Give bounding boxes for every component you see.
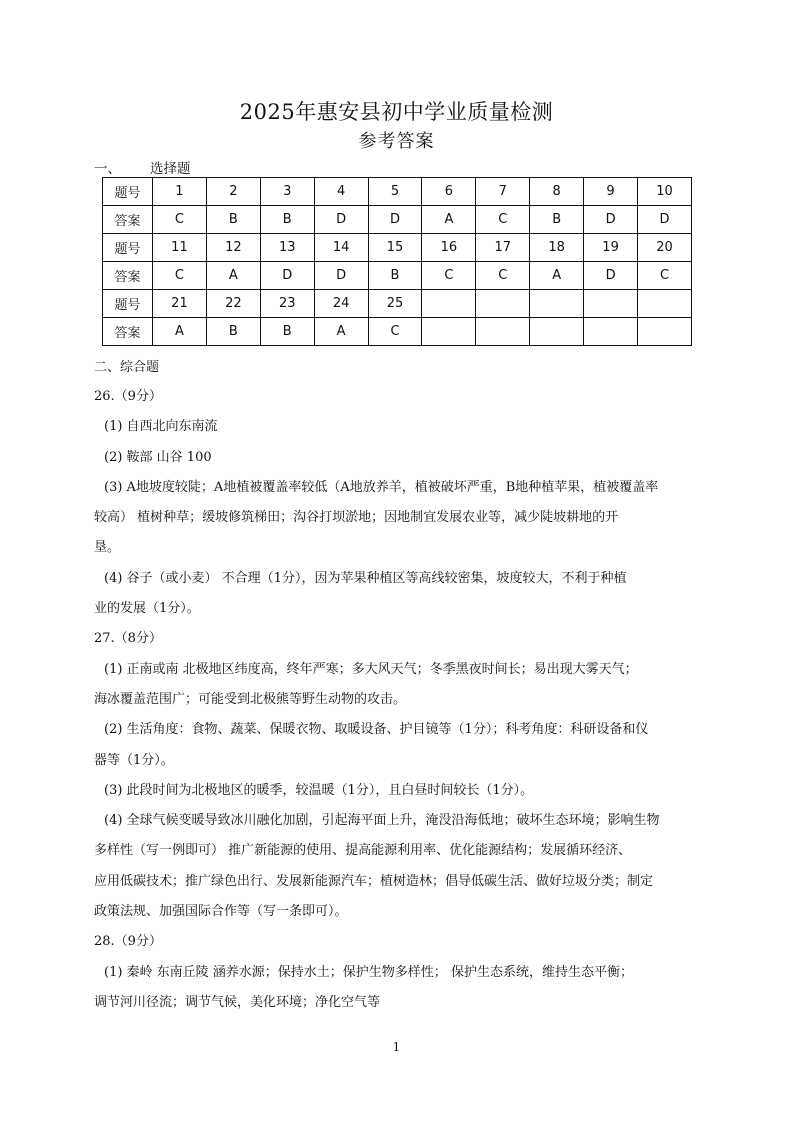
row-header-cell: 答案 [103, 318, 153, 346]
row-header-cell: 题号 [103, 178, 153, 206]
table-cell [422, 290, 476, 318]
text-line: 较高） 植树种草；缓坡修筑梯田；沟谷打坝淤地；因地制宜发展农业等，减少陡坡耕地的开 [94, 510, 619, 526]
table-cell: A [422, 206, 476, 234]
text-line: 应用低碳技术；推广绿色出行、发展新能源汽车；植树造林；倡导低碳生活、做好垃圾分类；制定 [94, 873, 654, 889]
table-cell: 23 [260, 290, 314, 318]
text-line: (1) 自西北向东南流 [104, 419, 218, 435]
table-cell: 15 [368, 234, 422, 262]
table-cell: 2 [206, 178, 260, 206]
table-cell: 9 [584, 178, 638, 206]
table-cell [476, 290, 530, 318]
text-line: 海冰覆盖范围广；可能受到北极熊等野生动物的攻击。 [94, 691, 407, 707]
table-cell: 19 [584, 234, 638, 262]
table-cell: 22 [206, 290, 260, 318]
text-line: (2) 生活角度：食物、蔬菜、保暖衣物、取暖设备、护目镜等（1分）；科考角度：科研设备和仪 [104, 722, 649, 738]
table-cell: B [206, 318, 260, 346]
table-cell: C [476, 206, 530, 234]
text-line: (2) 鞍部 山谷 100 [104, 449, 212, 465]
table-cell [638, 290, 692, 318]
table-cell: 21 [153, 290, 207, 318]
table-cell: 8 [530, 178, 584, 206]
table-cell: A [530, 262, 584, 290]
text-line: 垦。 [94, 540, 121, 556]
table-cell: C [476, 262, 530, 290]
text-line: (1) 正南或南 北极地区纬度高，终年严寒；多大风天气；冬季黑夜时间长；易出现大雾天气； [104, 661, 638, 677]
table-row [103, 206, 692, 234]
table-cell: A [206, 262, 260, 290]
text-line: 调节河川径流；调节气候，美化环境；净化空气等 [94, 994, 381, 1010]
text-line: (3) 此段时间为北极地区的暖季，较温暖（1分），且白昼时间较长（1分）。 [104, 782, 534, 798]
table-row [103, 234, 692, 262]
row-header-cell: 题号 [103, 234, 153, 262]
table-cell: D [314, 262, 368, 290]
table-cell: 6 [422, 178, 476, 206]
table-cell [422, 318, 476, 346]
table-row [103, 262, 692, 290]
table-row [103, 290, 692, 318]
table-cell [476, 318, 530, 346]
table-cell: C [422, 262, 476, 290]
text-line: 27.（8分） [94, 631, 162, 647]
table-cell: B [530, 206, 584, 234]
table-cell: 3 [260, 178, 314, 206]
table-cell: 20 [638, 234, 692, 262]
text-line: (4) 谷子（或小麦） 不合理（1分），因为苹果种植区等高线较密集，坡度较大，不利于种植 [104, 570, 627, 586]
text-line: (1) 秦岭 东南丘陵 涵养水源；保持水土；保护生物多样性； 保护生态系统，维持生态平衡； [104, 964, 633, 980]
table-cell: B [260, 318, 314, 346]
text-line: (3) A地坡度较陡；A地植被覆盖率较低（A地放养羊，植被破坏严重，B地种植苹果，植被覆盖率 [104, 479, 659, 495]
table-cell: B [206, 206, 260, 234]
table-cell: B [368, 262, 422, 290]
table-cell: 10 [638, 178, 692, 206]
table-cell: 13 [260, 234, 314, 262]
table-cell [638, 318, 692, 346]
table-cell: C [153, 206, 207, 234]
text-line: 26.（9分） [94, 389, 162, 404]
row-header-cell: 答案 [103, 262, 153, 290]
table-cell: C [638, 262, 692, 290]
table-cell: D [638, 206, 692, 234]
table-cell: C [153, 262, 207, 290]
table-cell: 7 [476, 178, 530, 206]
table-cell: 25 [368, 290, 422, 318]
table-cell: D [584, 262, 638, 290]
table-cell: D [584, 206, 638, 234]
table-row [103, 318, 692, 346]
table-cell: 1 [153, 178, 207, 206]
table-cell: D [314, 206, 368, 234]
table-cell: B [260, 206, 314, 234]
table-cell: 12 [206, 234, 260, 262]
page-title: 2025年惠安县初中学业质量检测 [239, 100, 554, 124]
text-line: 业的发展（1分）。 [94, 601, 200, 617]
page-subtitle: 参考答案 [358, 131, 435, 152]
table-cell: C [368, 318, 422, 346]
text-line: 多样性（写一例即可） 推广新能源的使用、提高能源利用率、优化能源结构；发展循环经济、 [94, 843, 632, 859]
row-header-cell: 答案 [103, 206, 153, 234]
row-header-cell: 题号 [103, 290, 153, 318]
section-heading-comprehensive: 二、综合题 [94, 360, 160, 375]
table-cell: 24 [314, 290, 368, 318]
table-row [103, 178, 692, 206]
table-cell: A [314, 318, 368, 346]
text-line: (4) 全球气候变暖导致冰川融化加剧，引起海平面上升，淹没沿海低地；破坏生态环境；影响生物 [104, 813, 660, 829]
text-line: 政策法规、加强国际合作等（写一条即可）。 [94, 904, 348, 920]
table-cell [584, 318, 638, 346]
section-heading-choice [94, 157, 191, 177]
section-number: 一、 [94, 161, 121, 177]
table-cell: 5 [368, 178, 422, 206]
table-cell: 4 [314, 178, 368, 206]
table-cell: 18 [530, 234, 584, 262]
answer-text [94, 382, 704, 1018]
table-cell [530, 290, 584, 318]
text-line: 28.（9分） [94, 934, 162, 950]
table-cell [584, 290, 638, 318]
table-cell: D [368, 206, 422, 234]
answer-table [102, 177, 692, 346]
table-cell: 11 [153, 234, 207, 262]
table-cell: 16 [422, 234, 476, 262]
table-cell: 17 [476, 234, 530, 262]
page-number: 1 [392, 1040, 401, 1054]
section-label: 选择题 [150, 161, 191, 177]
table-cell: A [153, 318, 207, 346]
table-cell [530, 318, 584, 346]
table-cell: 14 [314, 234, 368, 262]
text-line: 器等（1分）。 [94, 752, 174, 768]
table-cell: D [260, 262, 314, 290]
